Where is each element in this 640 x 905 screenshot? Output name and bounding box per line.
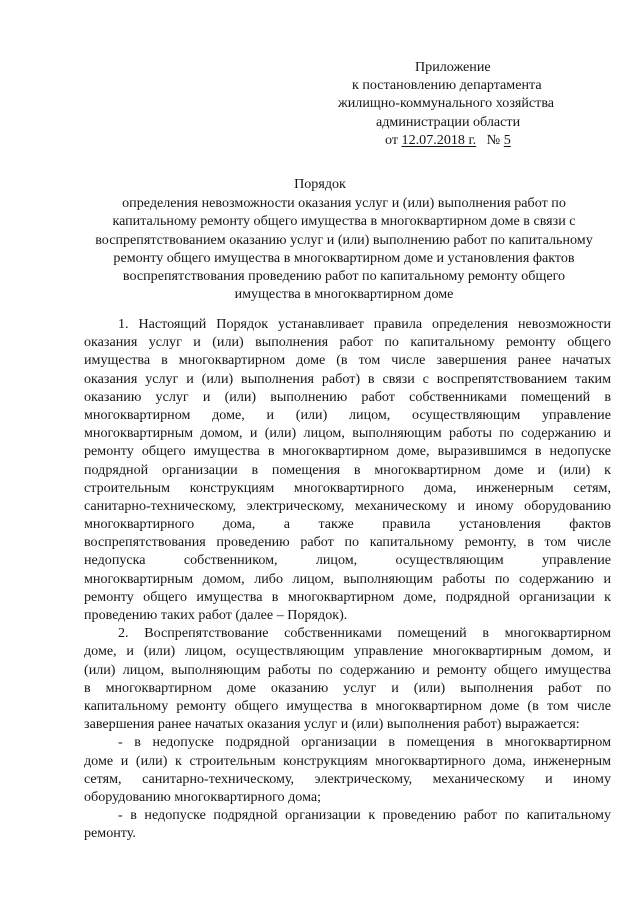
body-line: оказанию услуг и (или) выполнению работ собственниками помещений в <box>84 388 611 405</box>
body-line: оказания услуг и (или) выполнения работ) в связи с воспрепятствованием таким <box>84 370 611 387</box>
appendix-label: Приложение <box>415 59 491 75</box>
date-prefix: от <box>385 131 402 148</box>
body-line: доме, и (или) лицом, осуществляющим управление многоквартирным домом, и <box>84 643 611 660</box>
appendix-line-administration: администрации области <box>376 113 521 130</box>
body-line: строительным конструкциям многоквартирного дома, инженерным сетям, <box>84 479 611 496</box>
resolution-date: 12.07.2018 г. <box>401 131 477 148</box>
body-line: сетям, санитарно-техническому, электрическому, механическому и иному <box>84 770 611 787</box>
body-line: имущества в многоквартирном доме (в том числе завершения ранее начатых <box>84 352 611 369</box>
body-line: доме и (или) к строительным конструкциям многоквартирного дома, инженерным <box>84 752 611 769</box>
body-line: ремонту общего имущества в многоквартирном доме, выразившимся в недопуске <box>84 443 611 460</box>
body-line: оборудованию многоквартирного дома; <box>84 788 322 805</box>
paragraph-2 <box>84 624 611 733</box>
body-line: многоквартирным домом, и (или) лицом, выполняющим работы по содержанию и <box>84 425 611 442</box>
subtitle-line: определения невозможности оказания услуг и (или) выполнения работ по <box>122 195 566 211</box>
appendix-date-line <box>338 131 578 149</box>
subtitle-line: воспрепятствованием оказанию услуг и (или) выполнению работ по капитальному <box>95 231 593 248</box>
document-body <box>84 315 611 842</box>
appendix-line-resolution: к постановлению департамента <box>352 77 542 94</box>
resolution-number: 5 <box>503 131 511 148</box>
body-line: завершения ранее начатых оказания услуг и (или) выполнения работ) выражается: <box>84 716 580 733</box>
body-line: многоквартирном доме, и (или) лицом, осуществляющим управление <box>84 406 611 423</box>
body-line: - в недопуске подрядной организации в помещения в многоквартирном <box>118 734 611 751</box>
body-line: воспрепятствования проведению работ по капитальному ремонту, в том числе <box>84 534 611 551</box>
paragraph-4 <box>84 806 611 842</box>
body-line: в многоквартирном доме оказанию услуг и (или) выполнения работ по <box>84 679 611 696</box>
body-line: (или) лицом, выполняющим работы по содержанию и ремонту общего имущества <box>84 661 611 678</box>
body-line: недопуска собственником, лицом, осуществляющим управление <box>84 552 611 569</box>
paragraph-1 <box>84 315 611 624</box>
body-line: 2. Воспрепятствование собственниками помещений в многоквартирном <box>118 625 611 642</box>
body-line: проведению таких работ (далее – Порядок). <box>84 607 348 623</box>
body-line: - в недопуске подрядной организации к проведению работ по капитальному <box>118 807 611 824</box>
document-subtitle <box>94 194 594 304</box>
document-title: Порядок <box>294 176 346 192</box>
subtitle-line: ремонту общего имущества в многоквартирном доме и установления фактов <box>113 249 575 266</box>
body-line: многоквартирным домом, либо лицом, выполняющим работы по содержанию и <box>84 570 611 587</box>
body-line: многоквартирного дома, а также правила установления фактов <box>84 516 611 533</box>
subtitle-line: имущества в многоквартирном доме <box>234 286 454 303</box>
appendix-header <box>338 58 578 149</box>
body-line: подрядной организации в помещения в многоквартирном доме и (или) к <box>84 461 611 478</box>
body-line: оказания услуг и (или) выполнения работ по капитальному ремонту общего <box>84 334 611 351</box>
body-line: санитарно-техническому, электрическому, механическому и иному оборудованию <box>84 497 611 514</box>
subtitle-line: воспрепятствования проведению работ по капитальному ремонту общего <box>122 268 566 285</box>
appendix-line-department: жилищно-коммунального хозяйства <box>338 95 555 112</box>
body-line: капитальному ремонту общего имущества в многоквартирном доме (в том числе <box>84 697 611 714</box>
subtitle-line: капитальному ремонту общего имущества в многоквартирном доме в связи с <box>112 213 576 230</box>
paragraph-3 <box>84 733 611 806</box>
body-line: 1. Настоящий Порядок устанавливает правила определения невозможности <box>118 316 611 332</box>
body-line: ремонту общего имущества в многоквартирном доме, подрядной организации к <box>84 588 611 605</box>
number-prefix: № <box>486 131 504 148</box>
body-line: ремонту. <box>84 825 136 842</box>
